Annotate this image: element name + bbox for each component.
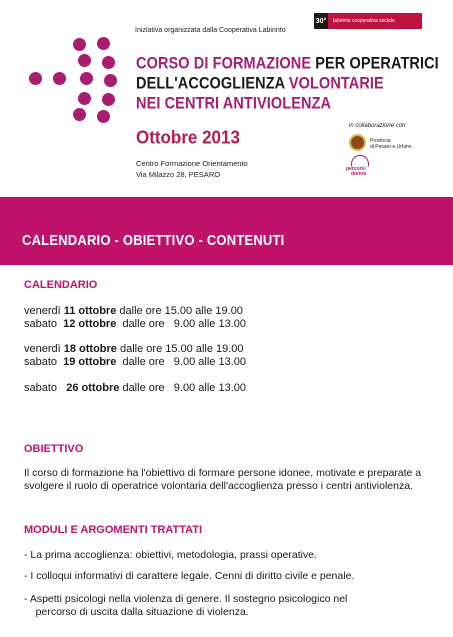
module-item: - La prima accoglienza: obiettivi, metodologia, prassi operative.: [24, 549, 317, 561]
title-part: PER OPERATRICI: [311, 55, 439, 73]
objective-text: Il corso di formazione ha l'obiettivo di formare persone idonee, motivate e preparate a svolgere il ruolo di operatrice volontaria dell'accoglienza presso i centri antiviolenza.: [24, 467, 422, 492]
calendar-hours: dalle ore 9.00 alle 13.00: [116, 356, 246, 368]
calendar-row: [24, 305, 243, 317]
logo-dot: [53, 72, 66, 85]
logo-dot: [97, 37, 110, 50]
logo-dot: [73, 38, 86, 51]
calendar-day: sabato: [24, 318, 64, 330]
venue-address: Via Milazzo 28, PESARO: [136, 170, 221, 179]
course-title-line-3: NEI CENTRI ANTIVIOLENZA: [136, 95, 332, 113]
calendar-date: 18 ottobre: [63, 343, 117, 355]
title-part: VOLONTARIE: [288, 75, 384, 93]
course-title-line-2: [136, 75, 384, 93]
calendar-hours: dalle ore 15.00 alle 19.00: [116, 305, 243, 317]
calendar-day: sabato: [24, 356, 64, 368]
province-line: di Pesaro e Urbino: [370, 144, 412, 150]
percorsi-line: percorsi: [346, 166, 366, 172]
logo-dot: [104, 74, 117, 87]
logo-dot: [73, 108, 86, 121]
title-part: DELL'ACCOGLIENZA: [136, 75, 289, 93]
organizer-line: Iniziativa organizzata dalla Cooperativa Labirinto: [135, 27, 286, 34]
calendar-date: 11 ottobre: [63, 305, 117, 317]
anniversary-number: 30°: [314, 13, 328, 29]
calendar-date: 12 ottobre: [63, 318, 117, 330]
calendar-row: [24, 356, 246, 368]
province-line: Provincia: [370, 138, 391, 144]
logo-dot: [78, 92, 91, 105]
calendar-hours: dalle ore 9.00 alle 13.00: [119, 382, 246, 394]
calendar-day: venerdì: [24, 343, 64, 355]
logo-dot: [97, 110, 110, 123]
logo-dot: [29, 72, 42, 85]
calendar-date: 26 ottobre: [66, 382, 120, 394]
province-logo: [349, 134, 366, 151]
logo-dot: [80, 72, 93, 85]
module-item: - I colloqui informativi di carattere legale. Cenni di diritto civile e penale.: [24, 570, 355, 582]
module-item: - Aspetti psicologi nella violenza di genere. Il sostegno psicologico nel: [24, 593, 348, 605]
calendar-day: venerdì: [24, 305, 64, 317]
calendar-row: [24, 318, 246, 330]
course-title-line-1: [136, 55, 439, 73]
collaboration-label: in collaborazione con: [349, 123, 406, 129]
calendar-heading: CALENDARIO: [24, 279, 98, 291]
title-part: CORSO DI FORMAZIONE: [136, 55, 312, 73]
calendar-hours: dalle ore 9.00 alle 13.00: [116, 318, 246, 330]
logo-dot: [102, 93, 115, 106]
calendar-date: 19 ottobre: [63, 356, 117, 368]
labirinto-logo: [314, 13, 422, 29]
module-item: percorso di uscita dalla situazione di violenza.: [24, 606, 249, 618]
venue-name: Centro Formazione Orientamento: [136, 159, 248, 168]
logo-dot: [102, 56, 115, 69]
calendar-hours: dalle ore 15.00 alle 19.00: [116, 343, 244, 355]
calendar-row: [24, 343, 244, 355]
objective-heading: OBIETTIVO: [24, 443, 84, 455]
percorsi-donna-text: [346, 167, 366, 177]
band-title: CALENDARIO - OBIETTIVO - CONTENUTI: [22, 231, 285, 249]
logo-text: labirinto cooperativa sociale: [333, 18, 395, 24]
venue: [136, 158, 248, 180]
province-text: [370, 138, 411, 150]
logo-dot: [78, 54, 91, 67]
percorsi-line: donna: [351, 171, 366, 177]
calendar-row: [24, 382, 246, 394]
modules-heading: MODULI E ARGOMENTI TRATTATI: [24, 524, 203, 536]
course-date: Ottobre 2013: [136, 127, 240, 148]
calendar-day: sabato: [24, 382, 67, 394]
